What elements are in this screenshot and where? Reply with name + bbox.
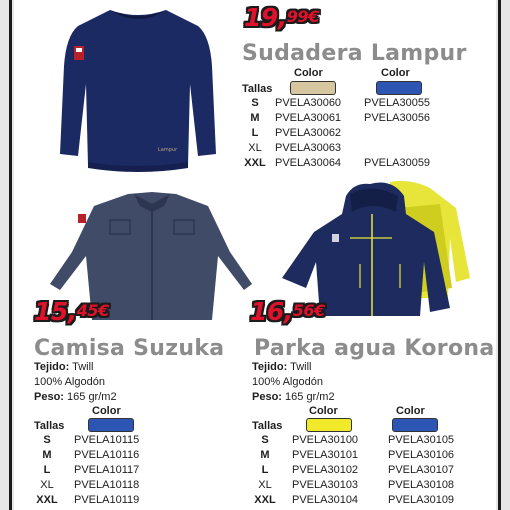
parka-title: Parka agua Korona	[254, 336, 495, 361]
shirt-size-l: L	[43, 464, 51, 476]
parka-yellow-swatch	[306, 418, 352, 432]
sweatshirt-size-m: M	[250, 112, 260, 124]
shirt-code: PVELA10115	[74, 434, 140, 446]
shirt-fabric: Tejido: Twill	[34, 361, 94, 373]
catalog-page	[14, 0, 496, 510]
parka-weight: Peso: 165 gr/m2	[252, 391, 335, 403]
sweatshirt-code: PVELA30061	[275, 112, 342, 124]
shirt-blue-swatch	[88, 418, 134, 432]
parka-code: PVELA30101	[292, 449, 359, 461]
parka-size-l: L	[261, 464, 269, 476]
parka-code: PVELA30100	[292, 434, 359, 446]
sweatshirt-code: PVELA30062	[275, 127, 342, 139]
shirt-code: PVELA10116	[74, 449, 140, 461]
sweatshirt-title: Sudadera Lampur	[242, 41, 467, 66]
sweatshirt-code: PVELA30064	[275, 157, 342, 169]
parka-code: PVELA30104	[292, 494, 359, 506]
shirt-price: 15,45€	[34, 297, 109, 326]
shirt-code: PVELA10117	[74, 464, 140, 476]
shirt-code: PVELA10119	[74, 494, 140, 506]
parka-code: PVELA30106	[388, 449, 455, 461]
sweatshirt-code: PVELA30059	[364, 157, 431, 169]
shirt-sizes-label: Tallas	[34, 420, 65, 432]
sweatshirt-image	[58, 6, 218, 176]
sweatshirt-code: PVELA30060	[275, 97, 342, 109]
parka-size-s: S	[261, 434, 269, 446]
shirt-title: Camisa Suzuka	[34, 336, 225, 361]
sweatshirt-size-s: S	[251, 97, 259, 109]
beige-swatch	[290, 81, 336, 95]
sweatshirt-code: PVELA30055	[364, 97, 431, 109]
shirt-code: PVELA10118	[74, 479, 140, 491]
shirt-size-s: S	[43, 434, 51, 446]
shirt-weight: Peso: 165 gr/m2	[34, 391, 117, 403]
parka-code: PVELA30102	[292, 464, 359, 476]
svg-text:Lampur: Lampur	[158, 147, 178, 153]
parka-composition: 100% Algodón	[252, 376, 323, 388]
sweatshirt-code: PVELA30063	[275, 142, 342, 154]
right-border	[498, 0, 501, 510]
parka-code: PVELA30105	[388, 434, 455, 446]
parka-size-xl: XL	[258, 479, 272, 491]
sweatshirt-price: 19,99€	[244, 3, 319, 32]
parka-color-label-2: Color	[396, 405, 425, 417]
parka-code: PVELA30109	[388, 494, 455, 506]
shirt-size-xl: XL	[40, 479, 54, 491]
parka-code: PVELA30107	[388, 464, 455, 476]
parka-code: PVELA30103	[292, 479, 359, 491]
parka-size-xxl: XXL	[254, 494, 276, 506]
parka-sizes-label: Tallas	[252, 420, 283, 432]
sweatshirt-size-xxl: XXL	[244, 157, 266, 169]
shirt-size-xxl: XXL	[36, 494, 58, 506]
sweatshirt-sizes-label: Tallas	[242, 83, 273, 95]
shirt-composition: 100% Algodón	[34, 376, 105, 388]
sweatshirt-size-xl: XL	[248, 142, 262, 154]
parka-blue-swatch	[392, 418, 438, 432]
parka-price: 16,56€	[250, 297, 325, 326]
parka-size-m: M	[260, 449, 270, 461]
parka-code: PVELA30108	[388, 479, 455, 491]
sweatshirt-size-l: L	[251, 127, 259, 139]
sweatshirt-color-label-2: Color	[381, 67, 410, 79]
parka-color-label-1: Color	[309, 405, 338, 417]
sweatshirt-code: PVELA30056	[364, 112, 431, 124]
parka-fabric: Tejido: Twill	[252, 361, 312, 373]
blue-swatch	[376, 81, 422, 95]
left-border	[9, 0, 12, 510]
shirt-color-label: Color	[92, 405, 121, 417]
shirt-size-m: M	[42, 449, 52, 461]
sweatshirt-color-label-1: Color	[294, 67, 323, 79]
